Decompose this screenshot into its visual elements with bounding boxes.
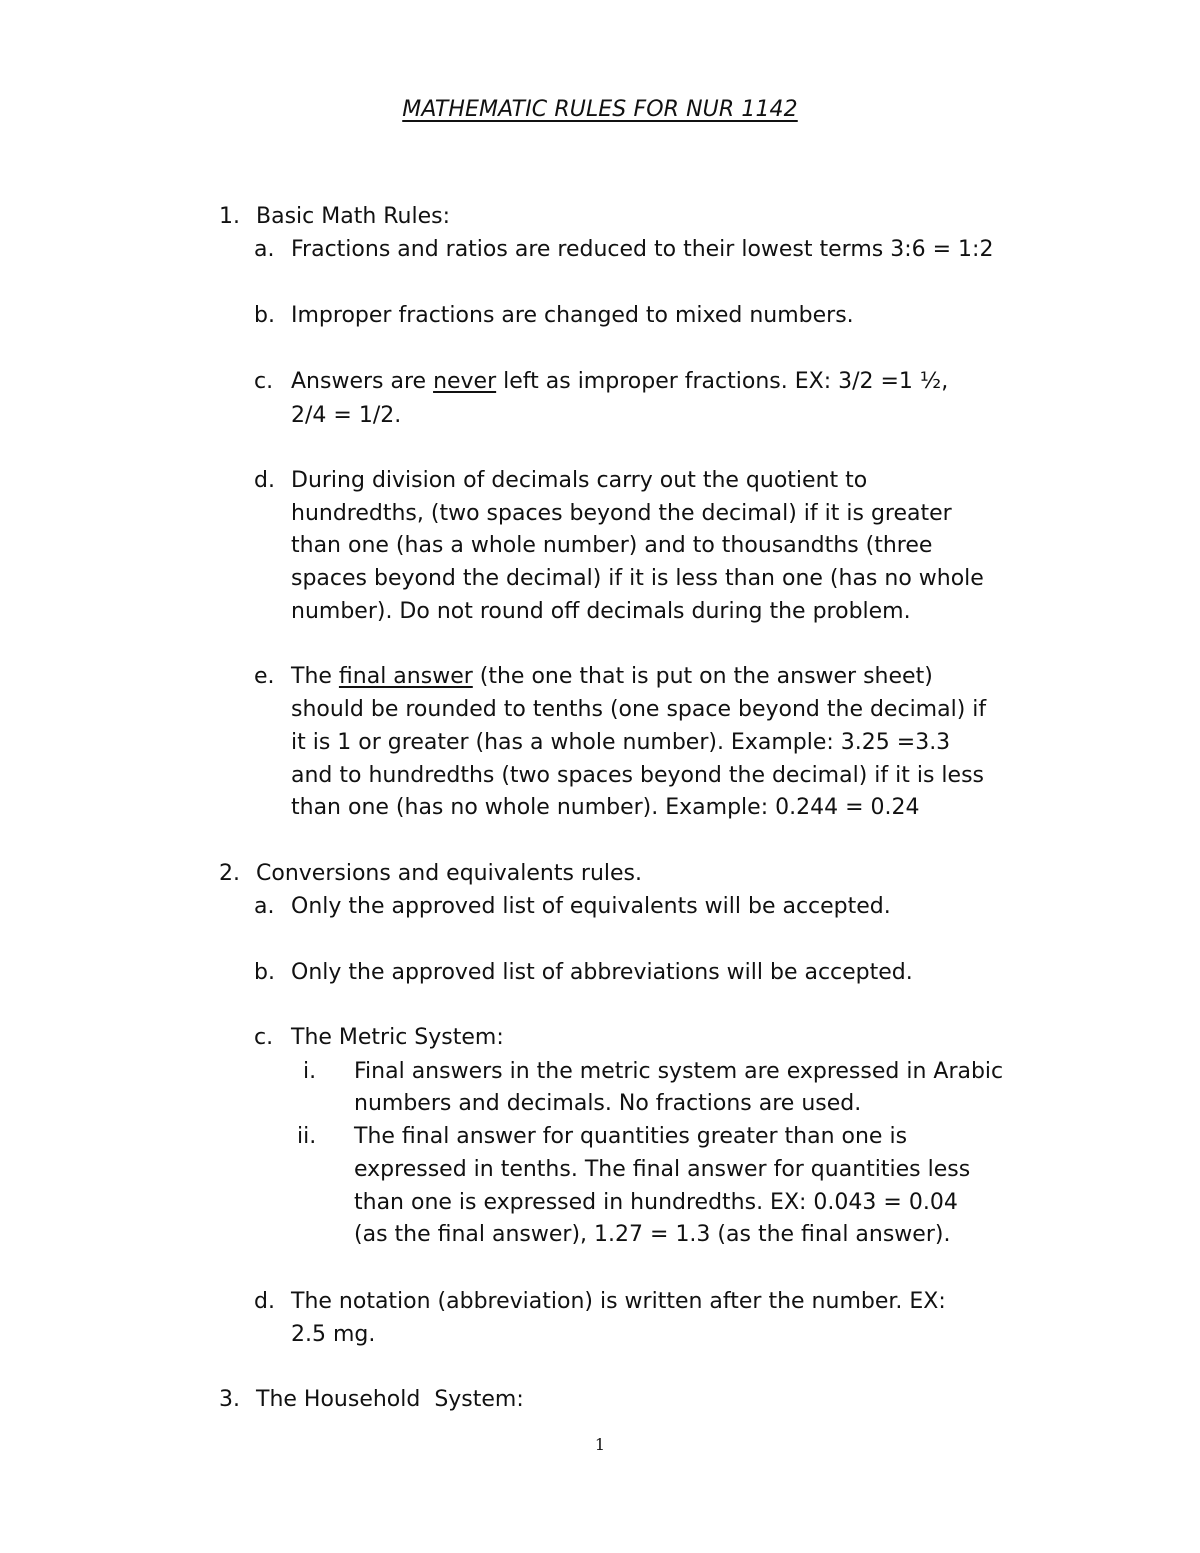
item-1e-marker: e. <box>254 664 275 689</box>
item-2c-ii-marker: ii. <box>297 1124 317 1149</box>
item-2c-ii-line-4: (as the final answer), 1.27 = 1.3 (as the final answer). <box>354 1222 951 1247</box>
item-1e-text-pre: The <box>291 664 339 689</box>
item-1e-line-4: and to hundredths (two spaces beyond the decimal) if it is less <box>291 763 984 788</box>
item-1e-text-post: (the one that is put on the answer sheet) <box>472 664 933 689</box>
item-1d-marker: d. <box>254 468 275 493</box>
page-number: 1 <box>594 1435 606 1454</box>
item-1d-line-5: number). Do not round off decimals during the problem. <box>291 599 911 624</box>
item-2c-i-marker: i. <box>303 1059 317 1084</box>
item-1c-marker: c. <box>254 369 274 394</box>
section-3-heading: The Household System: <box>256 1387 524 1412</box>
item-2d-marker: d. <box>254 1289 275 1314</box>
item-2c-ii-line-3: than one is expressed in hundredths. EX: 0.043 = 0.04 <box>354 1190 958 1215</box>
item-1c-text-pre: Answers are <box>291 369 434 394</box>
item-2a-marker: a. <box>254 894 275 919</box>
item-1a-text: Fractions and ratios are reduced to their lowest terms 3:6 = 1:2 <box>291 237 994 262</box>
item-1c-text-post: left as improper fractions. EX: 3/2 =1 ½, <box>496 369 949 394</box>
section-1-heading: Basic Math Rules: <box>256 204 451 229</box>
item-2d-line-2: 2.5 mg. <box>291 1322 376 1347</box>
section-1-marker: 1. <box>219 204 240 229</box>
item-2b-marker: b. <box>254 960 275 985</box>
item-2a-text: Only the approved list of equivalents will be accepted. <box>291 894 891 919</box>
item-1e-line-1 <box>291 661 933 693</box>
item-1e-line-5: than one (has no whole number). Example: 0.244 = 0.24 <box>291 795 920 820</box>
item-1e-line-2: should be rounded to tenths (one space beyond the decimal) if <box>291 697 987 722</box>
item-2c-ii-line-2: expressed in tenths. The final answer for quantities less <box>354 1157 971 1182</box>
page-title: MATHEMATIC RULES FOR NUR 1142 <box>402 97 798 122</box>
section-2-heading: Conversions and equivalents rules. <box>256 861 642 886</box>
item-1c-line-2: 2/4 = 1/2. <box>291 403 402 428</box>
item-2c-text: The Metric System: <box>291 1025 504 1050</box>
item-2c-marker: c. <box>254 1025 274 1050</box>
item-2d-line-1: The notation (abbreviation) is written after the number. EX: <box>291 1289 946 1314</box>
item-1d-line-1: During division of decimals carry out the quotient to <box>291 468 868 493</box>
item-1b-text: Improper fractions are changed to mixed numbers. <box>291 303 854 328</box>
item-2b-text: Only the approved list of abbreviations will be accepted. <box>291 960 913 985</box>
section-3-marker: 3. <box>219 1387 240 1412</box>
item-1d-line-3: than one (has a whole number) and to thousandths (three <box>291 533 933 558</box>
item-1d-line-4: spaces beyond the decimal) if it is less than one (has no whole <box>291 566 984 591</box>
item-1c-emphasis-never: never <box>433 369 497 394</box>
item-1d-line-2: hundredths, (two spaces beyond the decimal) if it is greater <box>291 501 952 526</box>
item-2c-ii-line-1: The final answer for quantities greater than one is <box>354 1124 908 1149</box>
item-1e-emphasis-final-answer: final answer <box>338 664 473 689</box>
item-1b-marker: b. <box>254 303 275 328</box>
item-1a-marker: a. <box>254 237 275 262</box>
item-1e-line-3: it is 1 or greater (has a whole number). Example: 3.25 =3.3 <box>291 730 951 755</box>
item-2c-i-line-1: Final answers in the metric system are expressed in Arabic <box>354 1059 1004 1084</box>
section-2-marker: 2. <box>219 861 240 886</box>
item-2c-i-line-2: numbers and decimals. No fractions are used. <box>354 1091 862 1116</box>
item-1c-line-1 <box>291 366 948 398</box>
